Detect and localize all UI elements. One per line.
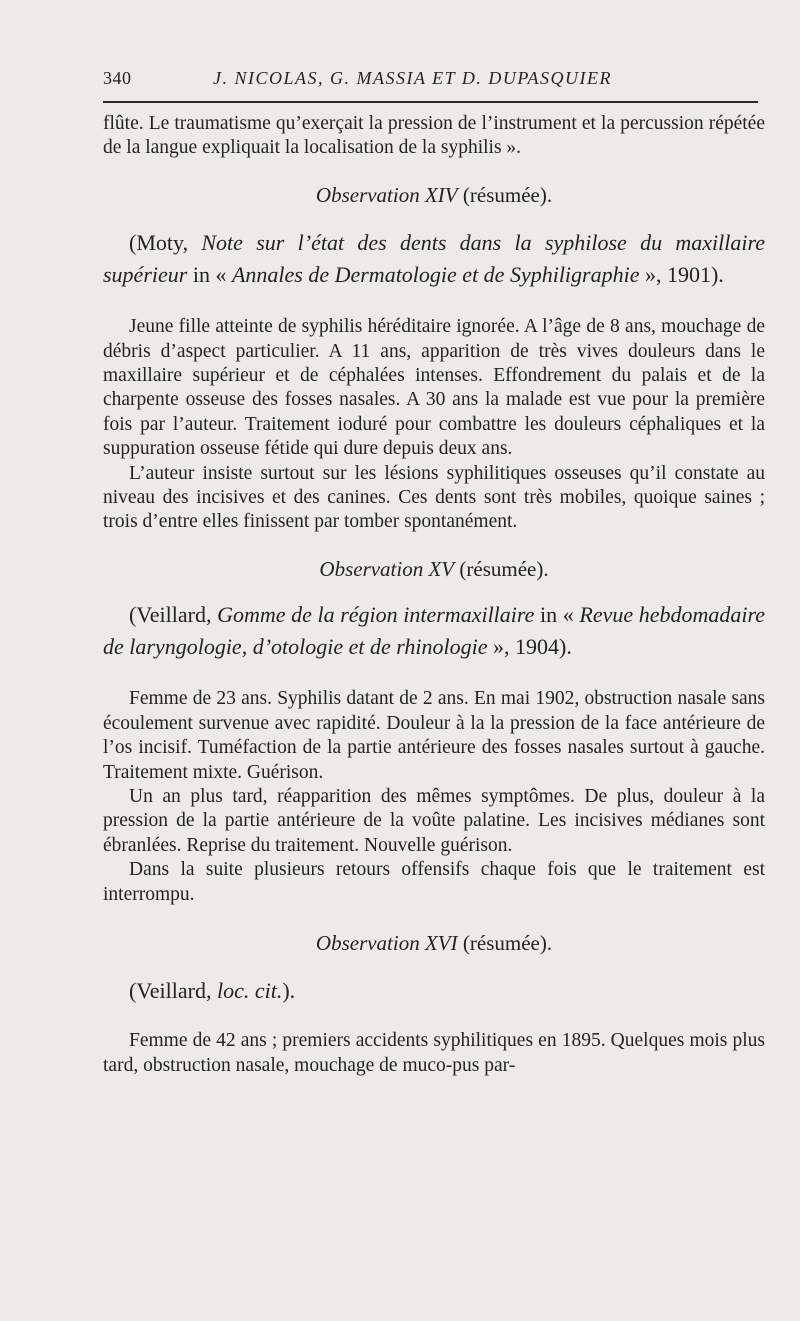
ref-journal: Annales de Dermatologie et de Syphiligraphie — [231, 262, 640, 288]
paragraph-continuation: flûte. Le traumatisme qu’exerçait la pression de l’instrument et la percussion répétée de la langue expliquait la localisation de la syphilis ». — [103, 113, 765, 159]
running-header — [103, 66, 758, 96]
reference-14 — [103, 227, 765, 291]
observation-title: Observation XV — [319, 556, 455, 581]
page-number: 340 — [103, 68, 132, 88]
observation-title: Observation XIV — [315, 182, 458, 207]
observation-heading-16 — [103, 931, 765, 955]
observation-heading-14 — [103, 183, 765, 207]
ref-end: ). — [282, 978, 296, 1004]
ref-year: », 1904). — [487, 634, 572, 660]
running-title: J. NICOLAS, G. MASSIA ET D. DUPASQUIER — [213, 68, 612, 88]
ref-year: », 1901). — [639, 262, 724, 288]
ref-title: Note sur l’état des dents dans la syphilose du maxillaire supérieur — [103, 230, 766, 288]
ref-title: loc. cit. — [216, 978, 283, 1004]
paragraph-case-15: Femme de 23 ans. Syphilis datant de 2 ans. En mai 1902, obstruction nasale sans écoulement survenue avec rapidité. Douleur à la la pression de la face antérieure de l’os incisif. Tuméfaction de la partie antérieure des fosses nasales surtout à gauche. Traitement mixte. Guérison. — [103, 688, 765, 783]
ref-in: in « — [534, 602, 580, 628]
paragraph-case-14: Jeune fille atteinte de syphilis héréditaire ignorée. A l’âge de 8 ans, mouchage de débris d’aspect particulier. A 11 ans, apparition de très vives douleurs dans le maxillaire supérieur et de céphalées intenses. Effondrement du palais et de la charpente osseuse des fosses nasales. A 30 ans la malade est vue pour la première fois par l’auteur. Traitement ioduré pour combattre les douleurs céphaliques et la suppuration osseuse fétide qui dure depuis deux ans. — [103, 316, 765, 460]
paragraph-recurrence: Un an plus tard, réapparition des mêmes symptômes. De plus, douleur à la pression de la partie antérieure de la voûte palatine. Les incisives médianes sont ébranlées. Reprise du traitement. Nouvelle guérison. — [103, 785, 765, 856]
reference-15 — [103, 599, 765, 663]
observation-suffix: (résumée). — [457, 930, 553, 955]
ref-journal: Revue hebdomadaire de laryngologie, d’otologie et de rhinologie — [103, 602, 765, 660]
ref-in: in « — [187, 262, 232, 288]
observation-suffix: (résumée). — [454, 556, 549, 581]
paragraph-followup: Dans la suite plusieurs retours offensifs chaque fois que le traitement est interrompu. — [103, 859, 765, 905]
header-rule — [103, 101, 758, 103]
page-body — [103, 112, 765, 1078]
ref-title: Gomme de la région intermaxillaire — [217, 602, 535, 628]
ref-author: (Veillard, — [129, 978, 217, 1004]
observation-heading-15 — [103, 557, 765, 581]
observation-suffix: (résumée). — [457, 182, 553, 207]
paragraph-author-note: L’auteur insiste surtout sur les lésions syphilitiques osseuses qu’il constate au niveau des incisives et des canines. Ces dents sont très mobiles, quoique saines ; trois d’entre elles finissent par tomber spontanément. — [103, 462, 765, 533]
ref-author: (Moty, — [129, 230, 202, 256]
ref-author: (Veillard, — [129, 602, 218, 628]
paragraph-case-16: Femme de 42 ans ; premiers accidents syphilitiques en 1895. Quelques mois plus tard, obstruction nasale, mouchage de muco-pus par- — [103, 1030, 765, 1076]
reference-16 — [103, 975, 765, 1007]
observation-title: Observation XVI — [315, 930, 458, 955]
